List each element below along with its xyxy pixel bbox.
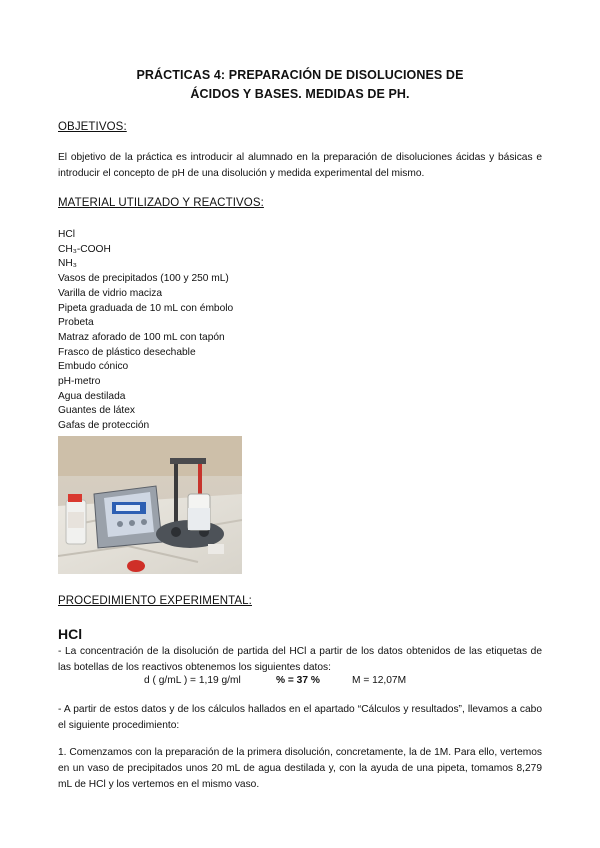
procedimiento-paragraph-1: - La concentración de la disolución de partida del HCl a partir de los datos obtenidos de las etiquetas de las botellas de los reactivos obtenemos los siguientes datos: [58,646,542,673]
objetivos-text: El objetivo de la práctica es introducir al alumnado en la preparación de disoluciones ácidas y básicas e introducir el concepto de pH de una disolución y medida experimental del mismo. [58,152,542,179]
list-item: Matraz aforado de 100 mL con tapón [58,331,225,343]
list-item: pH-metro [58,376,101,388]
data-percent: % = 37 % [276,675,320,686]
list-item: Varilla de vidrio maciza [58,287,162,299]
list-item: Vasos de precipitados (100 y 250 mL) [58,273,229,285]
procedimiento-paragraph-3: 1. Comenzamos con la preparación de la primera disolución, concretamente, la de 1M. Para ello, vertemos en un vaso de precipitados unos 20 mL de agua destilada y, con la ayuda de una pipeta, tomamos 8,279 mL de HCl y los vertemos en el mismo vaso. [58,747,542,790]
list-item: Pipeta graduada de 10 mL con émbolo [58,302,234,314]
list-item: NH₃ [58,258,77,270]
list-item: Guantes de látex [58,405,136,417]
data-density: d ( g/mL ) = 1,19 g/ml [144,675,241,686]
title-line-1: PRÁCTICAS 4: PREPARACIÓN DE DISOLUCIONES DE [136,68,464,82]
ph-meter-illustration [58,436,242,574]
hcl-subheading: HCl [58,626,83,642]
title-line-2: ÁCIDOS Y BASES. MEDIDAS DE PH. [190,87,410,101]
list-item: Embudo cónico [58,361,129,373]
page-title [0,66,600,104]
list-item: Gafas de protección [58,420,150,432]
objetivos-heading: OBJETIVOS: [58,121,127,133]
procedimiento-heading: PROCEDIMIENTO EXPERIMENTAL: [58,595,252,607]
list-item: HCl [58,229,75,240]
procedimiento-paragraph-2: - A partir de estos datos y de los cálculos hallados en el apartado “Cálculos y resultados”, llevamos a cabo el siguiente procedimiento: [58,704,542,731]
material-heading: MATERIAL UTILIZADO Y REACTIVOS: [58,197,264,209]
list-item: Frasco de plástico desechable [58,346,196,358]
list-item: Probeta [58,317,94,329]
list-item: CH₃-COOH [58,243,111,255]
material-list [58,228,233,434]
list-item: Agua destilada [58,390,126,402]
lab-equipment-photo [58,436,242,574]
data-molarity: M = 12,07M [352,675,407,686]
